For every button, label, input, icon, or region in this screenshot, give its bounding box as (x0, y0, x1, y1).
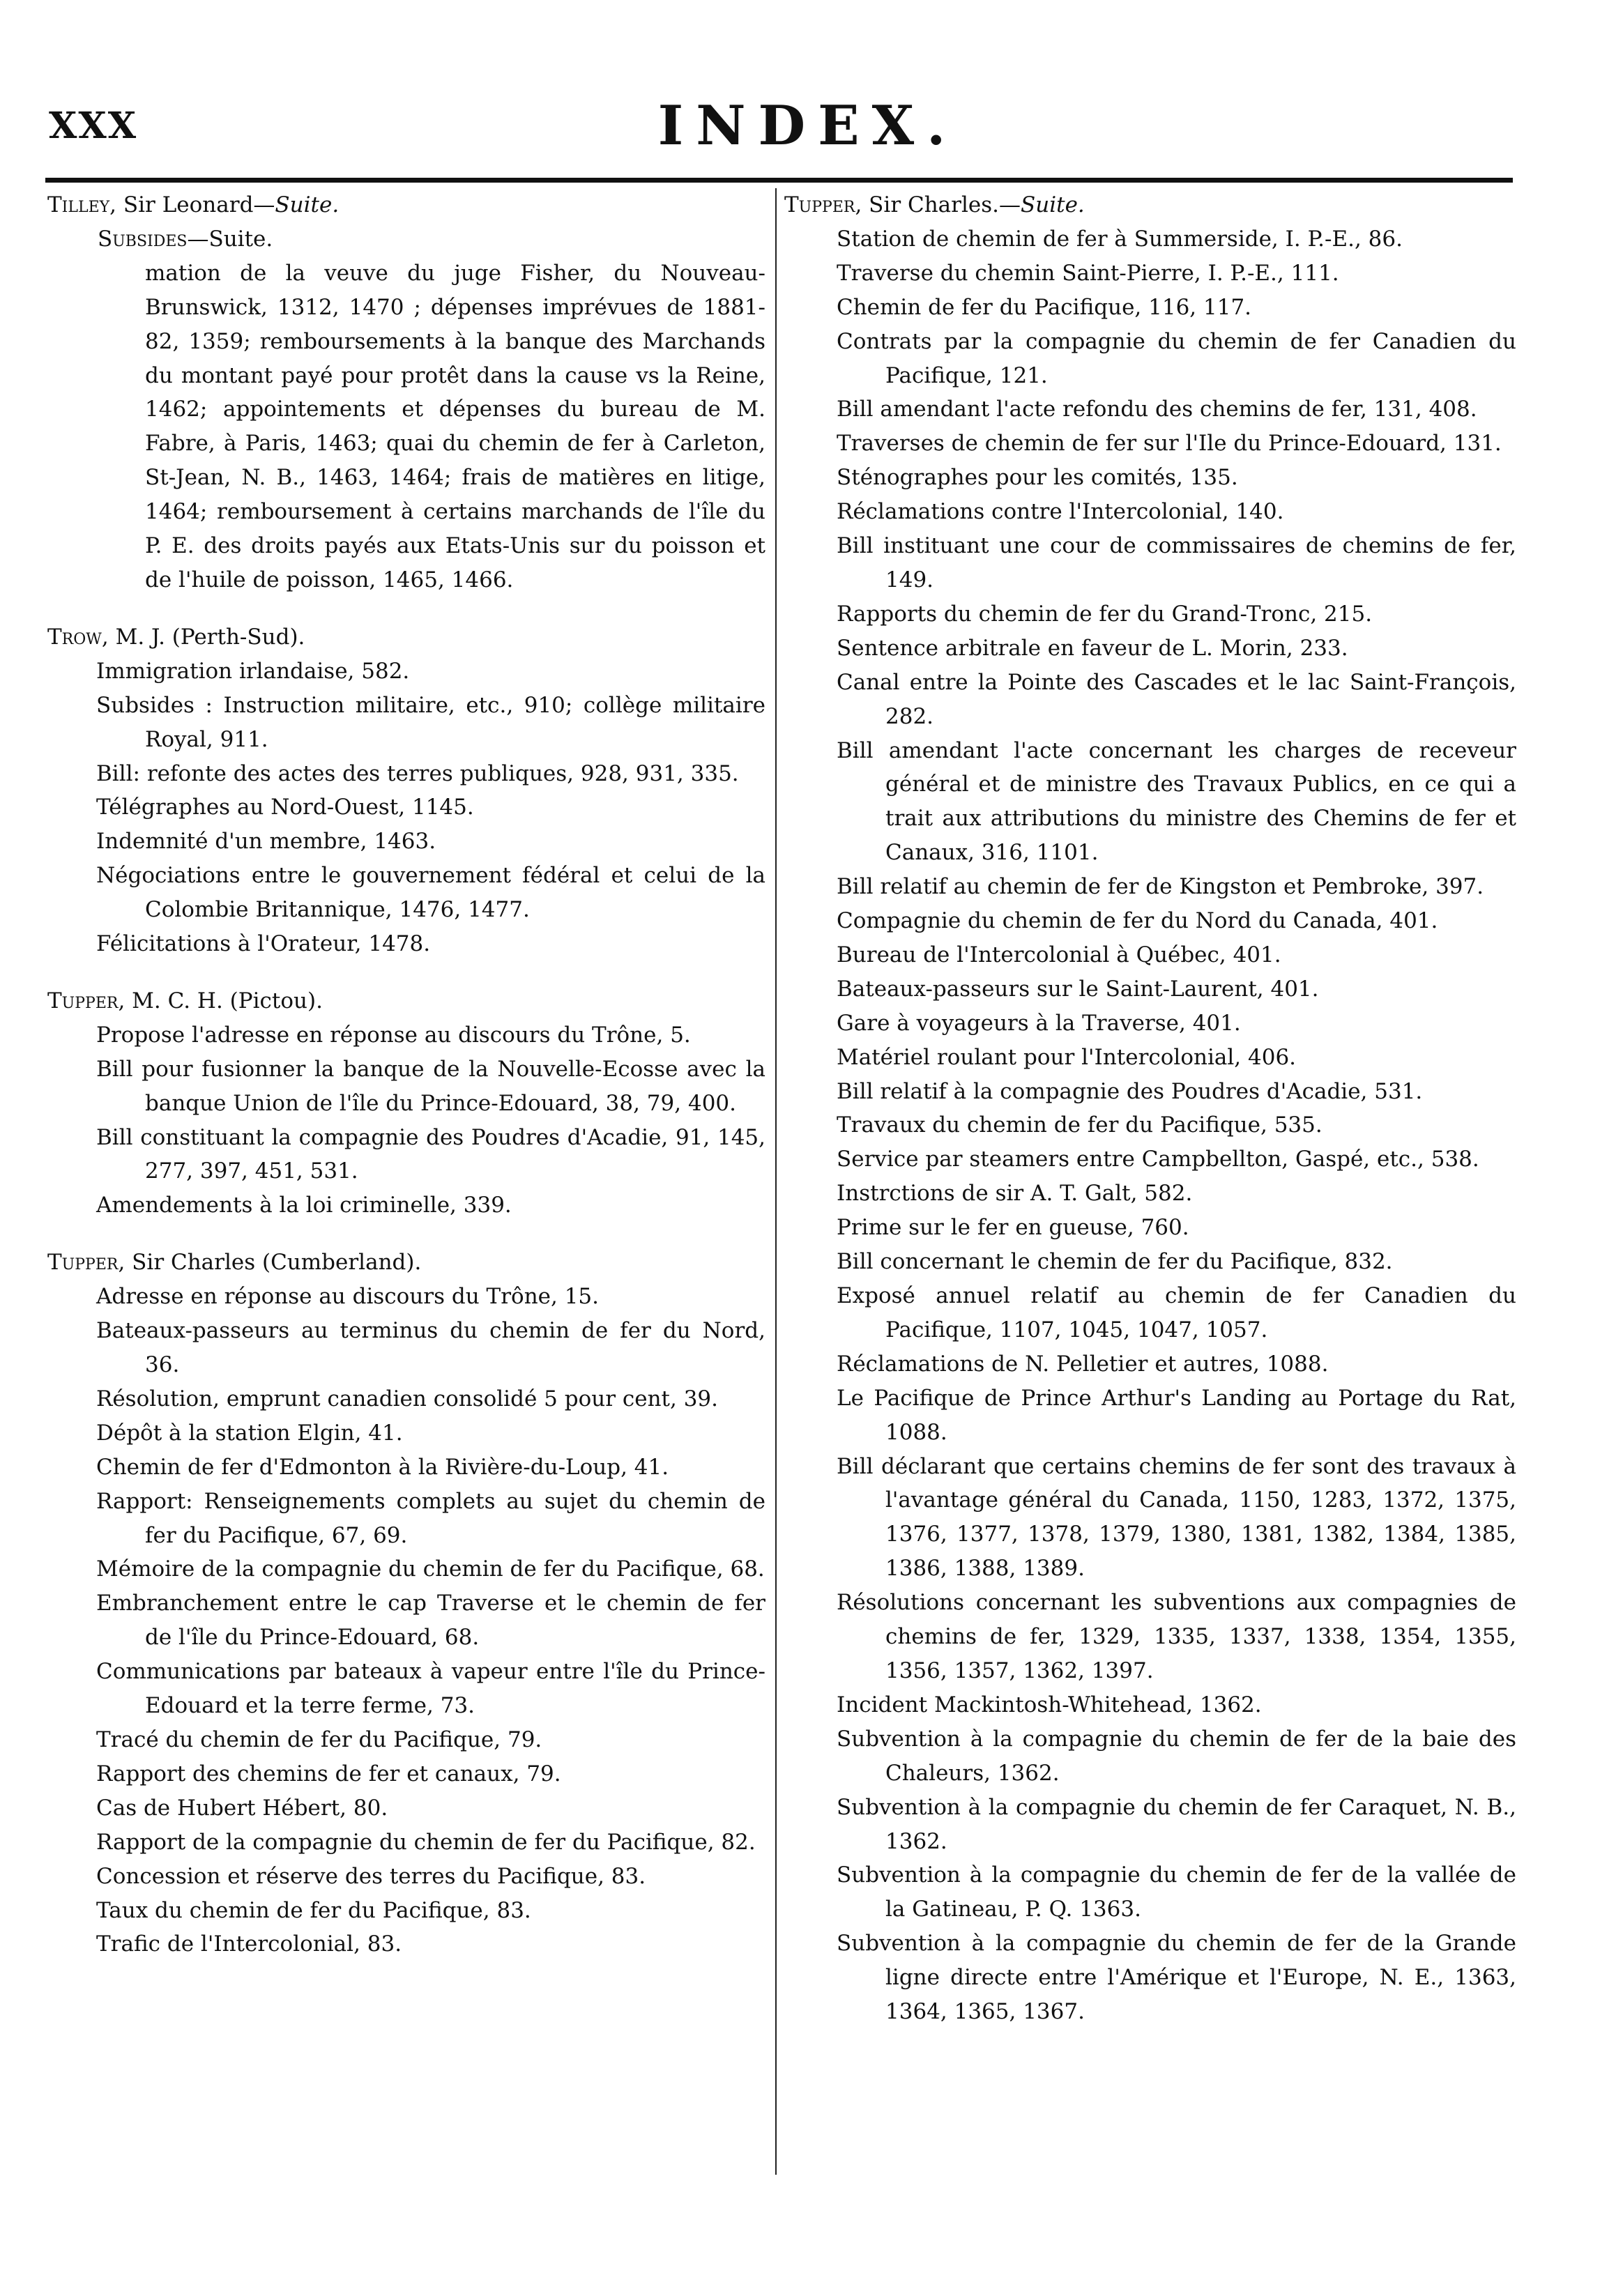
list-item: Bill pour fusionner la banque de la Nouvelle-Ecosse avec la banque Union de l'île du Prince-Edouard, 38, 79, 400. (96, 1056, 765, 1116)
header-rule (45, 178, 1513, 183)
index-entry-tupper-suite (784, 188, 1516, 2029)
list-item: Sténographes pour les comités, 135. (837, 465, 1238, 491)
list-item: Rapports du chemin de fer du Grand-Tronc, 215. (837, 601, 1373, 627)
list-item: Embranchement entre le cap Traverse et le chemin de fer de l'île du Prince-Edouard, 68. (96, 1591, 765, 1651)
list-item: Matériel roulant pour l'Intercolonial, 406. (837, 1044, 1297, 1070)
list-item: Service par steamers entre Campbellton, Gaspé, etc., 538. (837, 1147, 1479, 1172)
entry-subheading: Subsides—Suite. (98, 226, 273, 252)
list-item: Station de chemin de fer à Summerside, I. P.-E., 86. (837, 226, 1403, 252)
list-item: Tracé du chemin de fer du Pacifique, 79. (96, 1727, 542, 1752)
list-item: Contrats par la compagnie du chemin de fer Canadien du Pacifique, 121. (837, 328, 1516, 388)
list-item: Chemin de fer d'Edmonton à la Rivière-du-Loup, 41. (96, 1454, 669, 1480)
list-item: Exposé annuel relatif au chemin de fer Canadien du Pacifique, 1107, 1045, 1047, 1057. (837, 1283, 1516, 1342)
entry-heading: Tupper, M. C. H. (Pictou). (47, 988, 323, 1013)
entry-heading: Tupper, Sir Charles (Cumberland). (47, 1250, 422, 1276)
list-item: Gare à voyageurs à la Traverse, 401. (837, 1010, 1241, 1036)
list-item: Immigration irlandaise, 582. (96, 658, 410, 684)
list-item: Concession et réserve des terres du Pacifique, 83. (96, 1863, 646, 1889)
list-item: Bill relatif au chemin de fer de Kingston et Pembroke, 397. (837, 874, 1484, 900)
list-item: Négociations entre le gouvernement fédéral et celui de la Colombie Britannique, 1476, 1477. (96, 863, 765, 923)
list-item: Traverses de chemin de fer sur l'Ile du Prince-Edouard, 131. (837, 431, 1502, 457)
list-item: Rapport: Renseignements complets au sujet du chemin de fer du Pacifique, 67, 69. (96, 1488, 765, 1548)
list-item: Traverse du chemin Saint-Pierre, I. P.-E., 111. (837, 260, 1339, 286)
list-item: Félicitations à l'Orateur, 1478. (96, 931, 431, 957)
index-entry-tupper-ch (47, 984, 765, 1223)
list-item: Cas de Hubert Hébert, 80. (96, 1795, 388, 1821)
list-item: Communications par bateaux à vapeur entre l'île du Prince-Edouard et la terre ferme, 73. (96, 1659, 765, 1719)
list-item: Bill: refonte des actes des terres publiques, 928, 931, 335. (96, 760, 739, 786)
list-item: Réclamations de N. Pelletier et autres, 1088. (837, 1351, 1329, 1377)
list-item: Taux du chemin de fer du Pacifique, 83. (96, 1897, 531, 1923)
list-item: Subvention à la compagnie du chemin de fer de la Grande ligne directe entre l'Amérique et l'Europe, N. E., 1363, 1364, 1365, 1367. (837, 1931, 1516, 2025)
index-entry-tupper-c (47, 1246, 765, 1961)
list-item: Amendements à la loi criminelle, 339. (96, 1193, 512, 1218)
list-item: Bill amendant l'acte concernant les charges de receveur général et de ministre des Travaux Publics, en ce qui a trait aux attributions du ministre des Chemins de fer et Canaux, 316, 1101. (837, 737, 1516, 866)
list-item: Dépôt à la station Elgin, 41. (96, 1420, 403, 1446)
index-entry-trow (47, 620, 765, 961)
page-title: INDEX. (657, 94, 959, 158)
list-item: Propose l'adresse en réponse au discours du Trône, 5. (96, 1022, 691, 1048)
list-item: Bill constituant la compagnie des Poudres d'Acadie, 91, 145, 277, 397, 451, 531. (96, 1124, 765, 1184)
list-item: Subvention à la compagnie du chemin de fer de la vallée de la Gatineau, P. Q. 1363. (837, 1862, 1516, 1922)
entry-paragraph: mation de la veuve du juge Fisher, du Nouveau-Brunswick, 1312, 1470 ; dépenses imprévues de 1881-82, 1359; remboursements à la banque des Marchands du montant payé pour protêt dans la cause vs la Reine, 1462; appointements et dépenses du bureau de M. Fabre, à Paris, 1463; quai du chemin de fer à Carleton, St-Jean, N. B., 1463, 1464; frais de matières en litige, 1464; remboursement à certains marchands de l'île du P. E. des droits payés aux Etats-Unis sur du poisson et de l'huile de poisson, 1465, 1466. (145, 260, 765, 592)
list-item: Réclamations contre l'Intercolonial, 140. (837, 499, 1284, 525)
list-item: Télégraphes au Nord-Ouest, 1145. (96, 795, 474, 820)
list-item: Prime sur le fer en gueuse, 760. (837, 1215, 1189, 1241)
list-item: Compagnie du chemin de fer du Nord du Canada, 401. (837, 908, 1438, 934)
list-item: Bill instituant une cour de commissaires de chemins de fer, 149. (837, 533, 1516, 592)
list-item: Incident Mackintosh-Whitehead, 1362. (837, 1692, 1262, 1717)
list-item: Bill concernant le chemin de fer du Pacifique, 832. (837, 1249, 1393, 1275)
list-item: Chemin de fer du Pacifique, 116, 117. (837, 294, 1252, 320)
list-item: Canal entre la Pointe des Cascades et le lac Saint-François, 282. (837, 669, 1516, 729)
column-divider (775, 188, 777, 2175)
list-item: Bateaux-passeurs sur le Saint-Laurent, 401. (837, 976, 1319, 1002)
page-number: XXX (49, 105, 138, 147)
list-item: Trafic de l'Intercolonial, 83. (96, 1931, 402, 1957)
list-item: Bill amendant l'acte refondu des chemins de fer, 131, 408. (837, 397, 1477, 422)
list-item: Résolutions concernant les subventions aux compagnies de chemins de fer, 1329, 1335, 1337, 1338, 1354, 1355, 1356, 1357, 1362, 1397. (837, 1590, 1516, 1683)
list-item: Bill déclarant que certains chemins de fer sont des travaux à l'avantage général du Canada, 1150, 1283, 1372, 1375, 1376, 1377, 1378, 1379, 1380, 1381, 1382, 1384, 1385, 1386, 1388, 1389. (837, 1453, 1516, 1582)
entry-heading: Tilley, Sir Leonard—Suite. (47, 192, 340, 217)
list-item: Rapport de la compagnie du chemin de fer du Pacifique, 82. (96, 1829, 756, 1855)
list-item: Subvention à la compagnie du chemin de fer Caraquet, N. B., 1362. (837, 1794, 1516, 1854)
list-item: Le Pacifique de Prince Arthur's Landing au Portage du Rat, 1088. (837, 1385, 1516, 1445)
list-item: Subvention à la compagnie du chemin de fer de la baie des Chaleurs, 1362. (837, 1726, 1516, 1786)
list-item: Rapport des chemins de fer et canaux, 79. (96, 1761, 561, 1786)
index-entry-tilley (47, 188, 765, 597)
right-column (784, 188, 1516, 2052)
list-item: Indemnité d'un membre, 1463. (96, 829, 436, 855)
left-column (47, 188, 765, 1984)
list-item: Bateaux-passeurs au terminus du chemin de fer du Nord, 36. (96, 1318, 765, 1377)
entry-heading: Trow, M. J. (Perth-Sud). (47, 624, 305, 650)
list-item: Travaux du chemin de fer du Pacifique, 535. (837, 1112, 1322, 1138)
entry-heading: Tupper, Sir Charles.—Suite. (784, 192, 1085, 217)
list-item: Sentence arbitrale en faveur de L. Morin, 233. (837, 635, 1348, 661)
list-item: Bill relatif à la compagnie des Poudres d'Acadie, 531. (837, 1078, 1423, 1104)
list-item: Résolution, emprunt canadien consolidé 5 pour cent, 39. (96, 1386, 719, 1411)
list-item: Bureau de l'Intercolonial à Québec, 401. (837, 942, 1281, 967)
list-item: Adresse en réponse au discours du Trône, 15. (96, 1284, 600, 1310)
list-item: Subsides : Instruction militaire, etc., 910; collège militaire Royal, 911. (96, 692, 765, 752)
list-item: Mémoire de la compagnie du chemin de fer du Pacifique, 68. (96, 1556, 765, 1582)
list-item: Instrctions de sir A. T. Galt, 582. (837, 1181, 1193, 1207)
